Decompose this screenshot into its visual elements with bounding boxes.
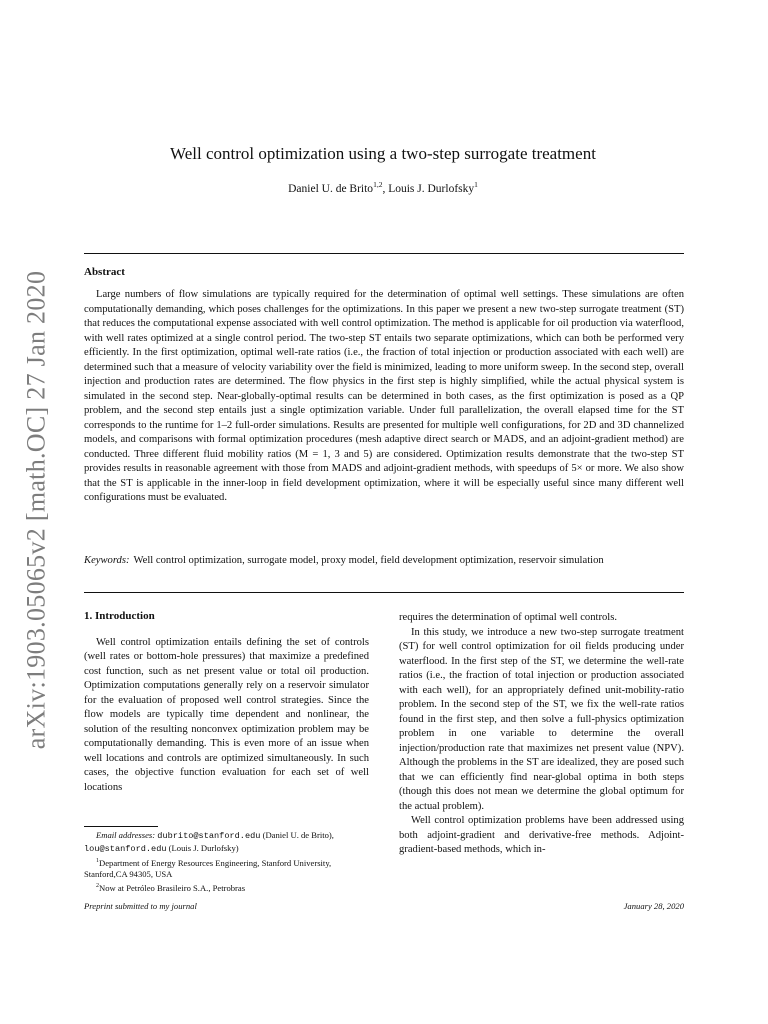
intro-paragraph-3: Well control optimization problems have been addressed using both adjoint-gradient and derivative-free methods. Adjoint-gradient-based methods, which in- xyxy=(399,815,684,855)
footnote-2-mark: 2 xyxy=(96,883,99,890)
footnotes xyxy=(84,830,369,895)
abstract-body: Large numbers of flow simulations are typically required for the determination of optimal well settings. These simulations are often computationally demanding, which poses challenges for the optimizations. In this paper we present a new two-step surrogate treatment (ST) that reduces the computational expense associated with well control optimization. The method is applicable for oil production via waterflood, with well rates optimized at a single control period. The two-step ST entails two separate optimizations, which can both be performed very efficiently. In the first optimization, optimal well-rate ratios (i.e., the fraction of total injection or production associated with each well) are determined such that a measure of velocity variability over the field is minimized, leading to more uniform sweep. In the second step, overall injection and production rates are determined. The flow physics in the first step is highly simplified, while the actual physical system is simulated in the second step. Near-globally-optimal results can be determined in both cases, as the first optimization is posed as a QP problem, and the second step entails just a single optimization variable. Under full parallelization, the overall elapsed time for the ST corresponds to the runtime for 1–2 full-order simulations. Results are presented for multiple well configurations, for 2D and 3D channelized models, and comparisons with formal optimization procedures (mesh adaptive direct search or MADS, and an adjoint-gradient method) are conducted. Three different fluid mobility ratios (M = 1, 3 and 5) are considered. Optimization results demonstrate that the two-step ST provides results in reasonable agreement with those from MADS and adjoint-gradient methods, with speedups of 5× or more. We also show that the ST is applicable in the inner-loop in field development optimization, where it will be especially useful since many different well configurations must be evaluated. xyxy=(84,289,684,503)
intro-paragraph-1: Well control optimization entails defining the set of controls (well rates or bottom-hole pressures) that maximize a predefined cost function, such as net present value or total oil production. Optimization computations generally rely on a reservoir simulator for the evaluation of proposed well control strategies. Since the flow models are typically time dependent and nonlinear, the solution of the resulting nonconvex optimization problem may be computationally demanding. This is even more of an issue when well locations and controls are optimized simultaneously. In such cases, the objective function evaluation for each set of well locations xyxy=(84,636,369,793)
footnote-1-mark: 1 xyxy=(96,857,99,864)
email-2: lou@stanford.edu xyxy=(84,843,167,854)
author-1-name: Daniel U. de Brito xyxy=(288,182,374,195)
footnote-2 xyxy=(84,881,369,895)
email-2-owner: (Louis J. Durlofsky) xyxy=(166,842,239,853)
footnote-emails xyxy=(84,830,369,856)
keywords xyxy=(84,554,684,569)
footnote-1-text: Department of Energy Resources Engineering, Stanford University, Stanford,CA 94305, USA xyxy=(84,857,332,880)
footer-preprint-note: Preprint submitted to my journal xyxy=(84,901,197,911)
abstract-heading: Abstract xyxy=(84,266,125,278)
email-label: Email addresses: xyxy=(96,830,156,840)
author-line xyxy=(82,180,684,195)
paper-title: Well control optimization using a two-step surrogate treatment xyxy=(170,144,596,163)
footnote-rule xyxy=(84,826,158,827)
email-1: dubrito@stanford.edu xyxy=(157,831,261,841)
intro-paragraph-2: In this study, we introduce a new two-step surrogate treatment (ST) for well control optimization for oil fields producing under waterflood. In the first step of the ST, we determine the well-rate ratios (i.e., the fraction of total injection or production associated with each well), for an appropriately defined unit-mobility-ratio problem. In the second step of the ST, we fix the well-rate ratios found in the first step, and then solve a full-physics optimization problem in one variable to determine the overall injection/production rate that maximizes net present value (NPV). Although the problems in the ST are idealized, they are posed such that we can efficiently find near-global optima in both steps (though this does not mean we determine the global optimum for the actual problem). xyxy=(399,626,684,812)
arxiv-identifier-stamp xyxy=(16,270,56,750)
left-column xyxy=(84,609,369,795)
footer-date: January 28, 2020 xyxy=(623,901,684,911)
author-2-affiliation-mark: 1 xyxy=(474,180,478,189)
author-1-affiliation-mark: 1,2 xyxy=(373,180,383,189)
footnote-2-text: Now at Petróleo Brasileiro S.A., Petrobras xyxy=(99,882,246,893)
arxiv-identifier-text: arXiv:1903.05065v2 [math.OC] 27 Jan 2020 xyxy=(21,270,51,750)
section-heading-introduction: 1. Introduction xyxy=(84,610,155,622)
intro-continuation: requires the determination of optimal well controls. xyxy=(399,612,617,623)
right-column xyxy=(399,611,684,858)
abstract-top-rule xyxy=(84,253,684,254)
author-2-name: Louis J. Durlofsky xyxy=(388,182,475,195)
keywords-label: Keywords: xyxy=(84,555,130,566)
email-1-owner: (Daniel U. de Brito), xyxy=(260,830,334,840)
footnote-1 xyxy=(84,856,369,881)
keywords-text: Well control optimization, surrogate model, proxy model, field development optimization, reservoir simulation xyxy=(133,555,604,566)
abstract-bottom-rule xyxy=(84,592,684,593)
author-separator: , xyxy=(382,182,389,195)
